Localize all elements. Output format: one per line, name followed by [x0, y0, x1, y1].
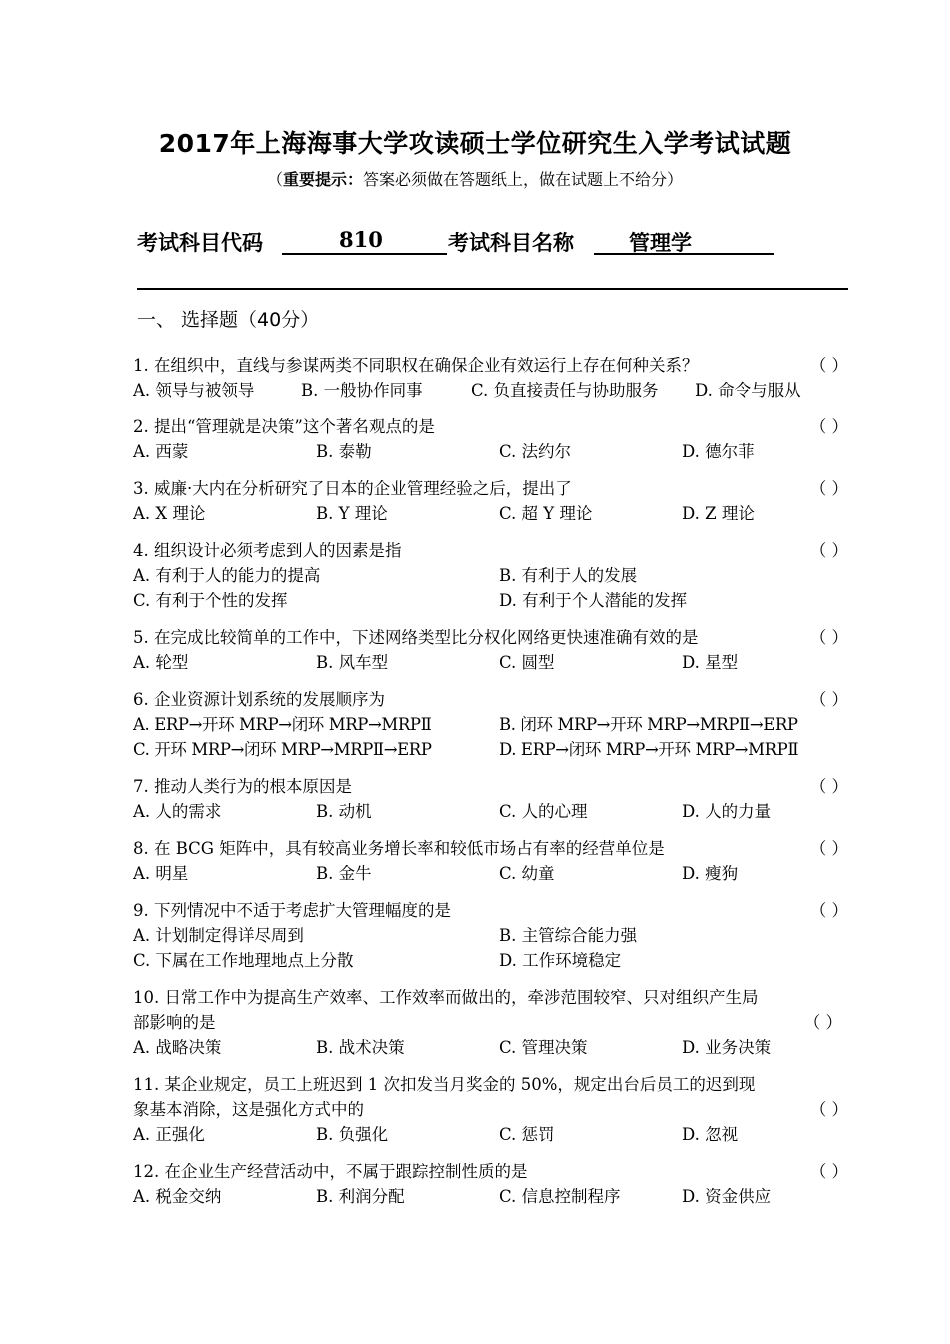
question-stem — [133, 985, 848, 1010]
options-row — [133, 923, 848, 948]
option-c: C. 惩罚 — [499, 1125, 555, 1144]
option-d: D. 瘦狗 — [682, 864, 739, 883]
question-stem — [133, 625, 848, 650]
option-b: B. 泰勒 — [316, 442, 372, 461]
notice-bold: 重要提示： — [282, 170, 363, 189]
option-d: D. 人的力量 — [682, 802, 772, 821]
notice-text: 答案必须做在答题纸上，做在试题上不给分） — [363, 170, 684, 189]
option-d: D. ERP→闭环 MRP→开环 MRP→MRPⅡ — [499, 740, 799, 759]
option-c: C. 管理决策 — [499, 1038, 588, 1057]
option-c: C. 法约尔 — [499, 442, 572, 461]
question-7 — [133, 774, 848, 824]
options-row — [133, 378, 848, 403]
question-12 — [133, 1159, 848, 1209]
question-stem-text: 12. 在企业生产经营活动中，不属于跟踪控制性质的是 — [133, 1162, 528, 1181]
question-stem-text: 4. 组织设计必须考虑到人的因素是指 — [133, 541, 402, 560]
subject-line — [137, 227, 837, 257]
question-stem — [133, 1072, 848, 1097]
options-row — [133, 650, 848, 675]
option-b: B. 主管综合能力强 — [499, 926, 638, 945]
option-b: B. 有利于人的发展 — [499, 566, 638, 585]
options-row — [133, 501, 848, 526]
option-a: A. 领导与被领导 — [133, 381, 255, 400]
answer-paren: （ ） — [809, 356, 848, 375]
options-row — [133, 861, 848, 886]
option-a: A. 战略决策 — [133, 1038, 222, 1057]
option-b: B. 战术决策 — [316, 1038, 405, 1057]
option-b: B. 金牛 — [316, 864, 372, 883]
option-b: B. 一般协作同事 — [301, 381, 423, 400]
answer-paren: （ ） — [809, 901, 848, 920]
question-stem — [133, 476, 848, 501]
option-c: C. 幼童 — [499, 864, 555, 883]
question-stem — [133, 538, 848, 563]
options-row — [133, 712, 848, 737]
option-a: A. 计划制定得详尽周到 — [133, 926, 304, 945]
question-11 — [133, 1072, 848, 1147]
option-c: C. 信息控制程序 — [499, 1187, 621, 1206]
options-row — [133, 948, 848, 973]
subject-name-label: 考试科目名称 — [448, 231, 574, 255]
answer-paren: （ ） — [809, 1100, 848, 1119]
answer-paren: （ ） — [809, 479, 848, 498]
section-title: 一、 选择题（40分） — [137, 309, 320, 331]
question-stem-text: 5. 在完成比较简单的工作中，下述网络类型比分权化网络更快速准确有效的是 — [133, 628, 699, 647]
question-8 — [133, 836, 848, 886]
question-stem-text: 1. 在组织中，直线与参谋两类不同职权在确保企业有效运行上存在何种关系？ — [133, 356, 699, 375]
question-stem-text: 6. 企业资源计划系统的发展顺序为 — [133, 690, 385, 709]
answer-paren: （ ） — [809, 777, 848, 796]
question-stem-text: 2. 提出“管理就是决策”这个著名观点的是 — [133, 417, 435, 436]
question-6 — [133, 687, 848, 762]
question-stem-text: 8. 在 BCG 矩阵中，具有较高业务增长率和较低市场占有率的经营单位是 — [133, 839, 665, 858]
question-stem — [133, 687, 848, 712]
question-2 — [133, 414, 848, 464]
option-c: C. 圆型 — [499, 653, 555, 672]
option-a: A. 正强化 — [133, 1125, 205, 1144]
question-9 — [133, 898, 848, 973]
subject-name-value: 管理学 — [629, 231, 692, 255]
question-stem-text: 10. 日常工作中为提高生产效率、工作效率而做出的，牵涉范围较窄、只对组织产生局 — [133, 988, 759, 1007]
options-row — [133, 563, 848, 588]
question-stem — [133, 1159, 848, 1184]
options-row — [133, 799, 848, 824]
question-stem-continued — [133, 1010, 848, 1035]
option-d: D. 工作环境稳定 — [499, 951, 622, 970]
answer-paren: （ ） — [809, 417, 848, 436]
option-a: A. 税金交纳 — [133, 1187, 222, 1206]
option-d: D. 有利于个人潜能的发挥 — [499, 591, 688, 610]
option-d: D. 资金供应 — [682, 1187, 772, 1206]
option-a: A. 轮型 — [133, 653, 189, 672]
answer-paren: （ ） — [803, 1013, 842, 1032]
option-c: C. 人的心理 — [499, 802, 588, 821]
question-10 — [133, 985, 848, 1060]
question-stem — [133, 353, 848, 378]
options-row — [133, 439, 848, 464]
options-row — [133, 1122, 848, 1147]
question-stem — [133, 414, 848, 439]
option-a: A. 明星 — [133, 864, 189, 883]
option-c: C. 下属在工作地理地点上分散 — [133, 951, 354, 970]
option-a: A. X 理论 — [133, 504, 206, 523]
option-c: C. 开环 MRP→闭环 MRP→MRPⅡ→ERP — [133, 740, 432, 759]
question-stem-text: 11. 某企业规定，员工上班迟到 1 次扣发当月奖金的 50%，规定出台后员工的迟到现 — [133, 1075, 756, 1094]
question-5 — [133, 625, 848, 675]
answer-paren: （ ） — [809, 1162, 848, 1181]
question-1 — [133, 353, 848, 403]
option-a: A. 西蒙 — [133, 442, 189, 461]
options-row — [133, 737, 848, 762]
option-d: D. 业务决策 — [682, 1038, 772, 1057]
subject-code-value: 810 — [339, 227, 383, 252]
option-d: D. 忽视 — [682, 1125, 739, 1144]
exam-notice — [0, 167, 950, 190]
header-divider — [137, 288, 848, 290]
option-d: D. 星型 — [682, 653, 739, 672]
option-a: A. ERP→开环 MRP→闭环 MRP→MRPⅡ — [133, 715, 432, 734]
option-b: B. 负强化 — [316, 1125, 389, 1144]
option-c: C. 超 Y 理论 — [499, 504, 593, 523]
answer-paren: （ ） — [809, 690, 848, 709]
question-stem-text: 象基本消除，这是强化方式中的 — [133, 1100, 364, 1119]
option-b: B. 风车型 — [316, 653, 389, 672]
option-c: C. 负直接责任与协助服务 — [471, 381, 659, 400]
notice-open: （ — [266, 170, 283, 189]
question-stem-text: 7. 推动人类行为的根本原因是 — [133, 777, 352, 796]
question-4 — [133, 538, 848, 613]
question-stem — [133, 774, 848, 799]
option-a: A. 有利于人的能力的提高 — [133, 566, 321, 585]
option-c: C. 有利于个性的发挥 — [133, 591, 288, 610]
options-row — [133, 588, 848, 613]
question-stem-continued — [133, 1097, 848, 1122]
option-b: B. Y 理论 — [316, 504, 388, 523]
subject-code-label: 考试科目代码 — [137, 231, 263, 255]
option-b: B. 动机 — [316, 802, 372, 821]
option-b: B. 闭环 MRP→开环 MRP→MRPⅡ→ERP — [499, 715, 798, 734]
option-b: B. 利润分配 — [316, 1187, 405, 1206]
options-row — [133, 1184, 848, 1209]
option-a: A. 人的需求 — [133, 802, 222, 821]
option-d: D. Z 理论 — [682, 504, 755, 523]
question-stem-text: 3. 威廉·大内在分析研究了日本的企业管理经验之后，提出了 — [133, 479, 572, 498]
option-d: D. 德尔菲 — [682, 442, 755, 461]
answer-paren: （ ） — [809, 839, 848, 858]
question-3 — [133, 476, 848, 526]
option-d: D. 命令与服从 — [695, 381, 801, 400]
options-row — [133, 1035, 848, 1060]
question-stem-text: 9. 下列情况中不适于考虑扩大管理幅度的是 — [133, 901, 451, 920]
exam-title: 2017年上海海事大学攻读硕士学位研究生入学考试试题 — [158, 129, 792, 158]
answer-paren: （ ） — [809, 541, 848, 560]
answer-paren: （ ） — [809, 628, 848, 647]
question-stem — [133, 898, 848, 923]
question-stem-text: 部影响的是 — [133, 1013, 216, 1032]
question-stem — [133, 836, 848, 861]
